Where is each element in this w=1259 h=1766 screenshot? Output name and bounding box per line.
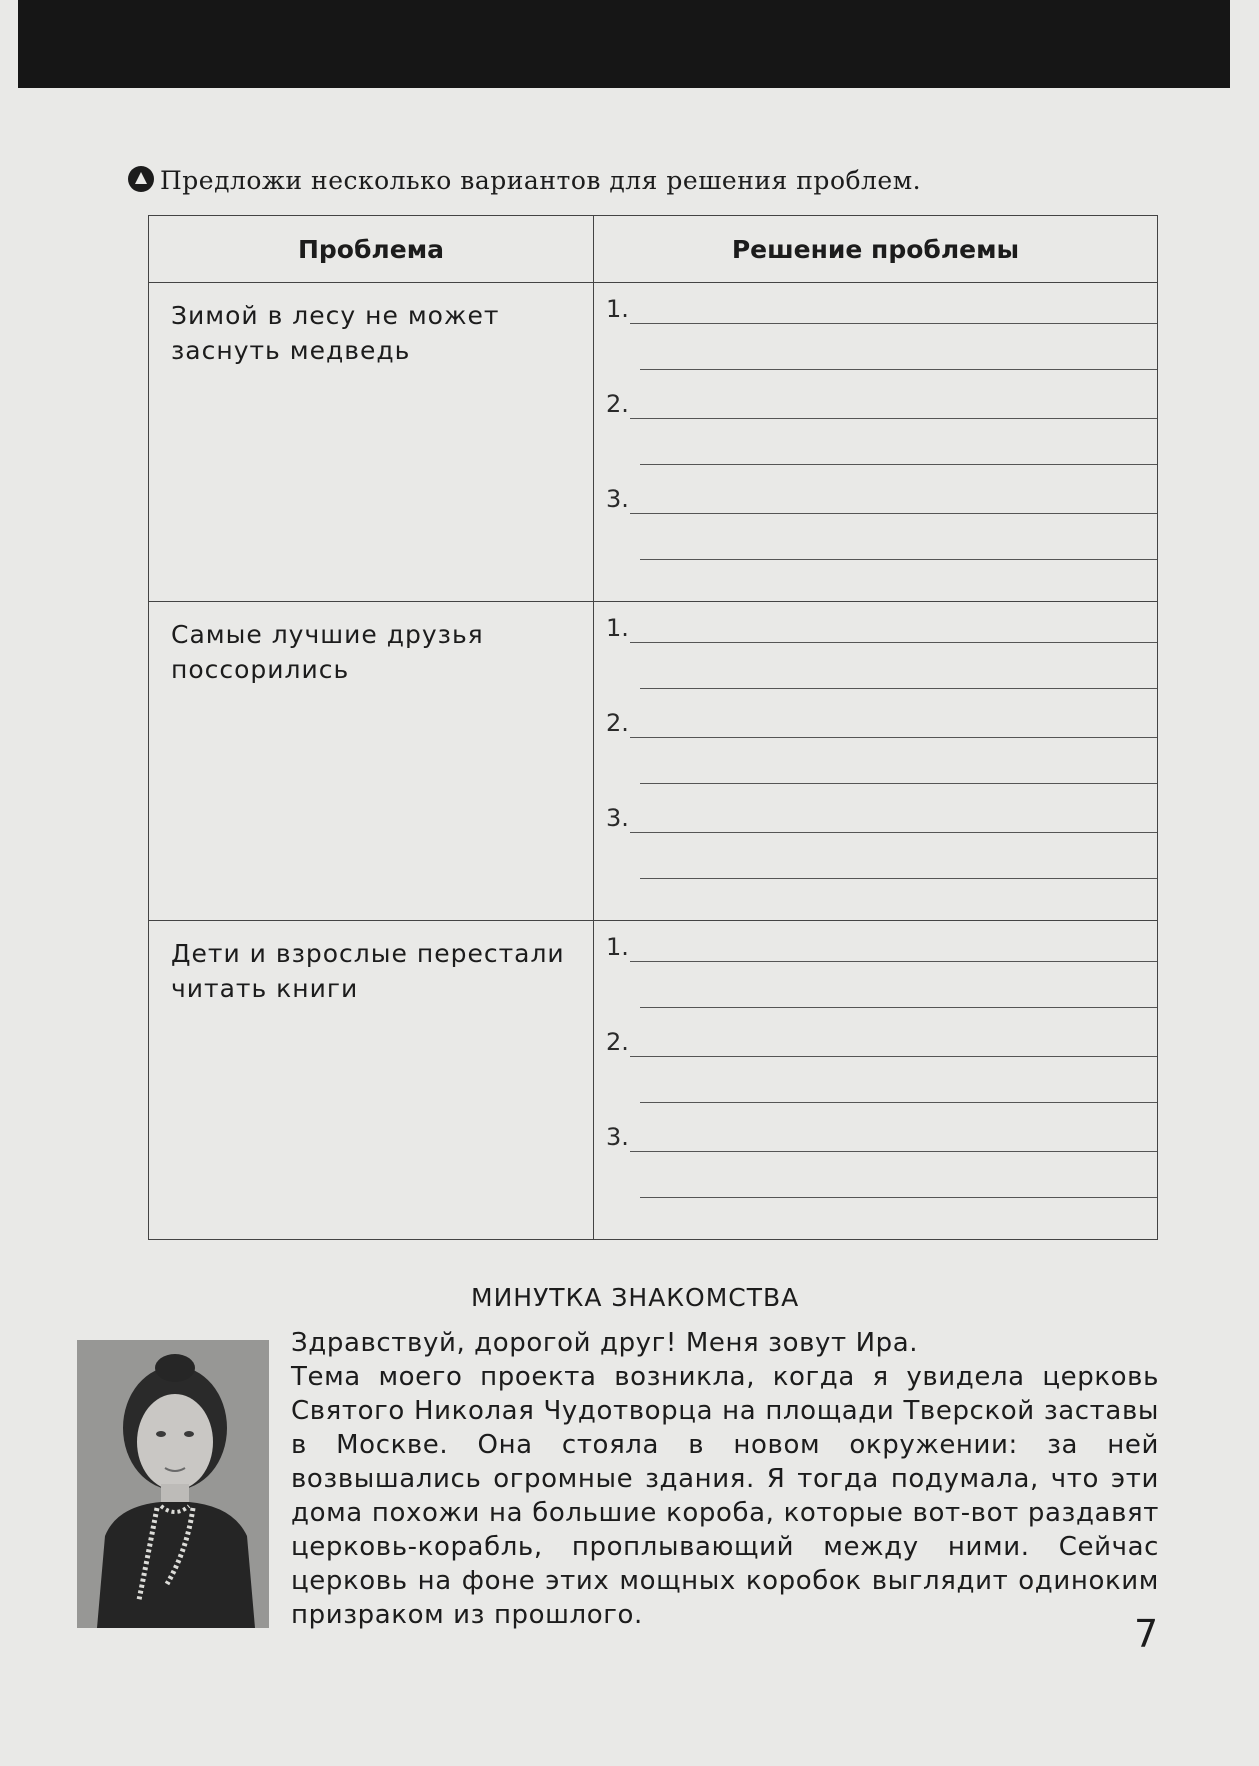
answer-line[interactable] (640, 464, 1157, 465)
answer-line[interactable] (640, 688, 1157, 689)
solution-cell (594, 283, 1158, 602)
answer-line[interactable] (630, 1056, 1157, 1057)
problem-text: Зимой в лесу не может заснуть медведь (149, 283, 594, 602)
solution-number: 2. (606, 390, 629, 418)
answer-line[interactable] (630, 832, 1157, 833)
solution-slot[interactable] (604, 477, 1157, 567)
problem-text: Дети и взрослые перестали читать книги (149, 921, 594, 1240)
section-heading: МИНУТКА ЗНАКОМСТВА (471, 1283, 800, 1312)
solution-slot[interactable] (604, 1115, 1157, 1205)
task-instruction (128, 166, 921, 195)
table-row (149, 283, 1158, 602)
intro-text (291, 1326, 1159, 1632)
greeting: Здравствуй, дорогой друг! Меня зовут Ира. (291, 1328, 919, 1358)
answer-line[interactable] (630, 737, 1157, 738)
task-text: Предложи несколько вариантов для решения проблем. (160, 166, 922, 195)
solution-slot[interactable] (604, 1020, 1157, 1110)
problems-table (148, 215, 1158, 1240)
answer-line[interactable] (630, 513, 1157, 514)
solution-number: 1. (606, 614, 629, 642)
answer-line[interactable] (640, 783, 1157, 784)
answer-line[interactable] (640, 1197, 1157, 1198)
solution-cell (594, 602, 1158, 921)
solution-number: 2. (606, 1028, 629, 1056)
solution-number: 3. (606, 804, 629, 832)
student-photo (77, 1340, 269, 1628)
answer-line[interactable] (630, 1151, 1157, 1152)
answer-line[interactable] (630, 961, 1157, 962)
table-row (149, 921, 1158, 1240)
solution-number: 3. (606, 485, 629, 513)
solution-number: 1. (606, 295, 629, 323)
table-header-row (149, 216, 1158, 283)
answer-line[interactable] (630, 642, 1157, 643)
solution-slot[interactable] (604, 701, 1157, 791)
answer-line[interactable] (640, 559, 1157, 560)
solution-slot[interactable] (604, 287, 1157, 377)
intro-body: Тема моего проекта возникла, когда я увидела церковь Святого Николая Чудотворца на площади Тверской заставы в Москве. Она стояла в новом окружении: за ней возвышались огромные здания. Я тогда подумала, что эти дома похожи на большие короба, которые вот-вот раздавят церковь-корабль, проплывающий между ними. Сейчас церковь на фоне этих мощных коробок выглядит одиноким призраком из прошлого. (291, 1362, 1159, 1630)
problem-text: Самые лучшие друзья поссорились (149, 602, 594, 921)
answer-line[interactable] (640, 1102, 1157, 1103)
solution-number: 1. (606, 933, 629, 961)
answer-line[interactable] (640, 878, 1157, 879)
portrait-image (77, 1340, 269, 1628)
solution-slot[interactable] (604, 382, 1157, 472)
answer-line[interactable] (640, 1007, 1157, 1008)
solution-cell (594, 921, 1158, 1240)
solution-slot[interactable] (604, 925, 1157, 1015)
answer-line[interactable] (630, 418, 1157, 419)
solution-number: 2. (606, 709, 629, 737)
task-triangle-icon (128, 166, 154, 192)
answer-line[interactable] (640, 369, 1157, 370)
solution-number: 3. (606, 1123, 629, 1151)
solution-slot[interactable] (604, 796, 1157, 886)
header-problem: Проблема (149, 216, 594, 283)
solution-slot[interactable] (604, 606, 1157, 696)
header-solution: Решение проблемы (594, 216, 1158, 283)
table-row (149, 602, 1158, 921)
page-header-bar (18, 0, 1230, 88)
answer-line[interactable] (630, 323, 1157, 324)
page-number: 7 (1134, 1612, 1159, 1656)
